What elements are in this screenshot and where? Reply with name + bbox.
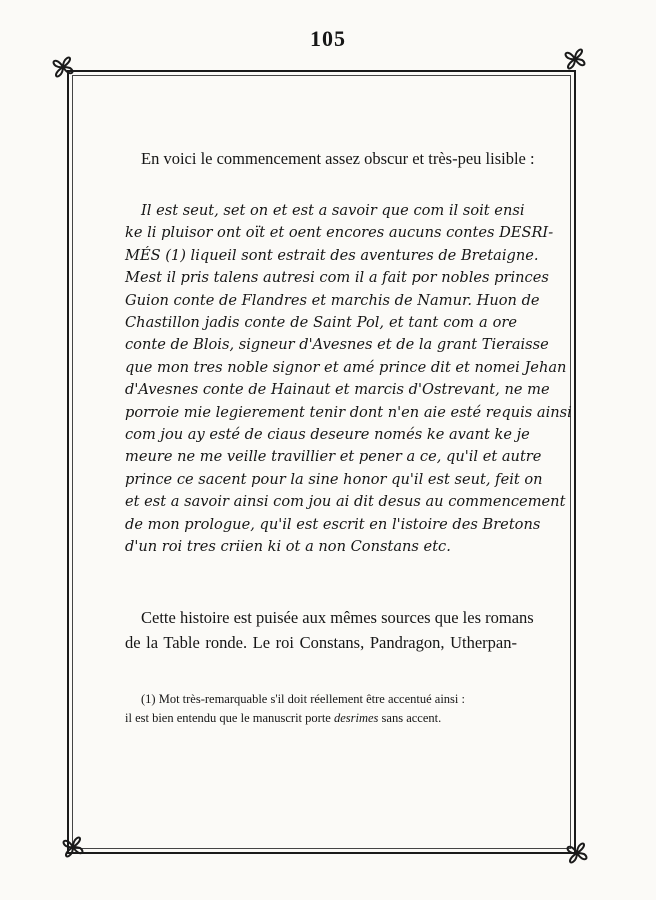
quote-line: conte de Blois, signeur d'Avesnes et de la grant Tieraisse <box>125 336 549 354</box>
footnote-line: (1) Mot très-remarquable s'il doit réellement être accentué ainsi : <box>141 692 465 706</box>
body-paragraph <box>125 605 534 655</box>
footnote-text: sans accent. <box>381 711 442 725</box>
footnote-line <box>125 709 517 728</box>
quote-line: ke li pluisor ont oït et oent encores aucuns contes DESRI- <box>125 224 554 242</box>
page-number: 105 <box>310 26 346 51</box>
quote-line: Guion conte de Flandres et marchis de Namur. Huon de <box>125 291 540 309</box>
quote-line: et est a savoir ainsi com jou ai dit desus au commencement <box>125 493 566 511</box>
quote-line: MÉS (1) liqueil sont estrait des aventures de Bretaigne. <box>125 246 539 264</box>
quote-line: prince ce sacent pour la sine honor qu'il est seut, feit on <box>125 470 543 488</box>
quote-line: porroie mie legierement tenir dont n'en aie esté requis ainsi <box>125 403 572 421</box>
quote-line: Il est seut, set on et est a savoir que com il soit ensi <box>141 202 525 219</box>
quote-line: meure ne me veille travillier et pener a ce, qu'il et autre <box>125 448 542 466</box>
page-content <box>125 148 572 655</box>
quote-line: Mest il pris talens autresi com il a fait por nobles princes <box>125 269 549 287</box>
quote-line: d'un roi tres criien ki ot a non Constans etc. <box>125 538 451 556</box>
quote-line: d'Avesnes conte de Hainaut et marcis d'Ostrevant, ne me <box>125 381 550 399</box>
footnote <box>125 690 517 728</box>
corner-ornament-top-left-icon <box>48 52 78 82</box>
footnote-emphasis: desrimes <box>333 711 379 725</box>
corner-ornament-bottom-left-icon <box>58 832 88 862</box>
corner-ornament-top-right-icon <box>560 44 590 74</box>
corner-ornament-bottom-right-icon <box>562 838 592 868</box>
footnote-text: il est bien entendu que le manuscrit porte <box>125 711 331 725</box>
intro-paragraph: En voici le commencement assez obscur et très-peu lisible : <box>141 149 535 168</box>
body-line: de la Table ronde. Le roi Constans, Pandragon, Utherpan- <box>125 632 517 652</box>
quote-line: que mon tres noble signor et amé prince dit et nomei Jehan <box>125 358 567 376</box>
quote-line: Chastillon jadis conte de Saint Pol, et tant com a ore <box>125 314 517 332</box>
quote-line: de mon prologue, qu'il est escrit en l'istoire des Bretons <box>125 515 541 533</box>
quote-line: com jou ay esté de ciaus deseure només ke avant ke je <box>125 426 530 444</box>
old-french-quotation <box>125 200 572 559</box>
body-line: Cette histoire est puisée aux mêmes sources que les romans <box>141 607 534 627</box>
